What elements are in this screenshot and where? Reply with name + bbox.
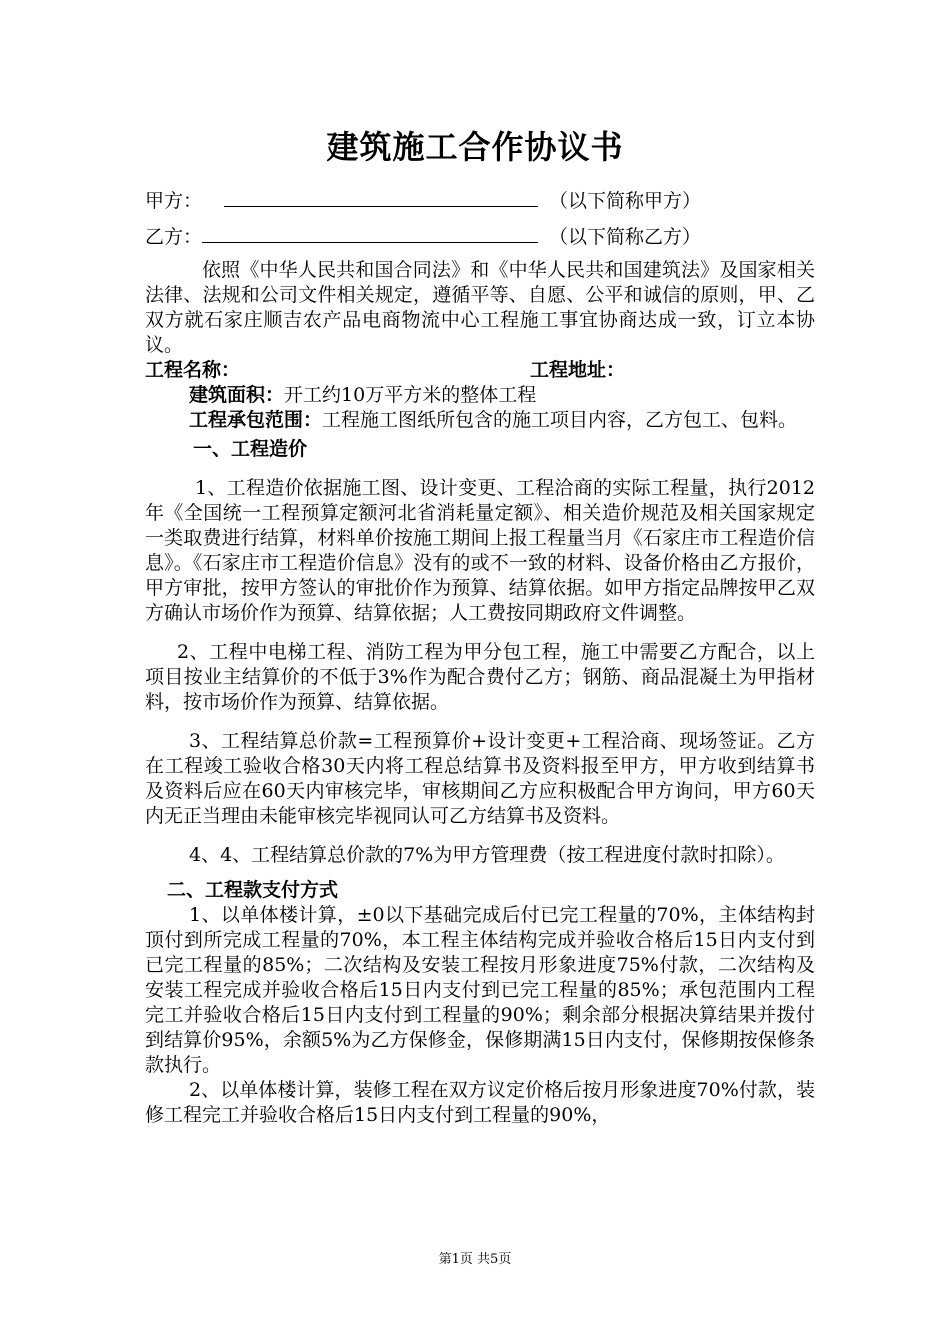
page-footer: 第1页 共5页	[438, 1252, 512, 1267]
party-b-blank	[202, 224, 538, 243]
scope-text: 工程施工图纸所包含的施工项目内容，乙方包工、包料。	[322, 409, 798, 431]
area-line	[145, 383, 815, 408]
party-a-line	[145, 186, 702, 213]
intro-paragraph: 依照《中华人民共和国合同法》和《中华人民共和国建筑法》及国家相关法律、法规和公司文件相关规定，遵循平等、自愿、公平和诚信的原则，甲、乙双方就石家庄顺吉农产品电商物流中心工程施工事宜协商达成一致，订立本协议。	[145, 259, 815, 356]
section-1-heading: 一、工程造价	[193, 438, 308, 460]
party-a-blank	[224, 188, 538, 207]
project-name-label: 工程名称：	[145, 359, 241, 381]
scope-line	[145, 408, 815, 433]
section-2-heading: 二、工程款支付方式	[167, 879, 339, 901]
document-body	[145, 258, 815, 1128]
section-2-paragraph-1: 1、以单体楼计算，±0以下基础完成后付已完工程量的70%，主体结构封顶付到所完成工程量的70%，本工程主体结构完成并验收合格后15日内支付到已完工程量的85%；二次结构及安装工程按月形象进度75%付款，二次结构及安装工程完成并验收合格后15日内支付到已完工程量的85%；承包范围内工程完工并验收合格后15日内支付到工程量的90%；剩余部分根据决算结果并拨付到结算价95%，余额5%为乙方保修金，保修期满15日内支付，保修期按保修条款执行。	[145, 904, 815, 1076]
party-a-note: （以下简称甲方）	[549, 190, 702, 212]
section-1-paragraph-1: 1、工程造价依据施工图、设计变更、工程洽商的实际工程量，执行2012年《全国统一工程预算定额河北省消耗量定额》、相关造价规范及相关国家规定一类取费进行结算，材料单价按施工期间上报工程量当月《石家庄市工程造价信息》。《石家庄市工程造价信息》没有的或不一致的材料、设备价格由乙方报价，甲方审批，按甲方签认的审批价作为预算、结算依据。如甲方指定品牌按甲乙双方确认市场价作为预算、结算依据；人工费按同期政府文件调整。	[145, 477, 815, 624]
area-text: 开工约10万平方米的整体工程	[284, 384, 537, 406]
project-address-label: 工程地址：	[530, 359, 626, 381]
party-b-line	[145, 222, 702, 249]
area-label: 建筑面积：	[189, 384, 285, 406]
project-name-address-row	[145, 358, 815, 383]
section-1-paragraph-2: 2、工程中电梯工程、消防工程为甲分包工程，施工中需要乙方配合，以上项目按业主结算价的不低于3%作为配合费付乙方；钢筋、商品混凝土为甲指材料，按市场价作为预算、结算依据。	[145, 641, 815, 713]
party-b-label: 乙方：	[145, 226, 203, 248]
section-1-paragraph-4: 4、4、工程结算总价款的7%为甲方管理费（按工程进度付款时扣除）。	[189, 844, 785, 866]
party-b-note: （以下简称乙方）	[549, 226, 702, 248]
section-1-paragraph-3: 3、工程结算总价款=工程预算价+设计变更+工程洽商、现场签证。乙方在工程竣工验收合格30天内将工程总结算书及资料报至甲方，甲方收到结算书及资料后应在60天内审核完毕，审核期间乙方应积极配合甲方询问，甲方60天内无正当理由未能审核完毕视同认可乙方结算书及资料。	[145, 730, 815, 827]
document-title: 建筑施工合作协议书	[326, 128, 624, 166]
scope-label: 工程承包范围：	[189, 409, 323, 431]
section-2-paragraph-2: 2、以单体楼计算，装修工程在双方议定价格后按月形象进度70%付款，装修工程完工并验收合格后15日内支付到工程量的90%，	[145, 1079, 815, 1126]
party-a-label: 甲方：	[145, 190, 203, 212]
